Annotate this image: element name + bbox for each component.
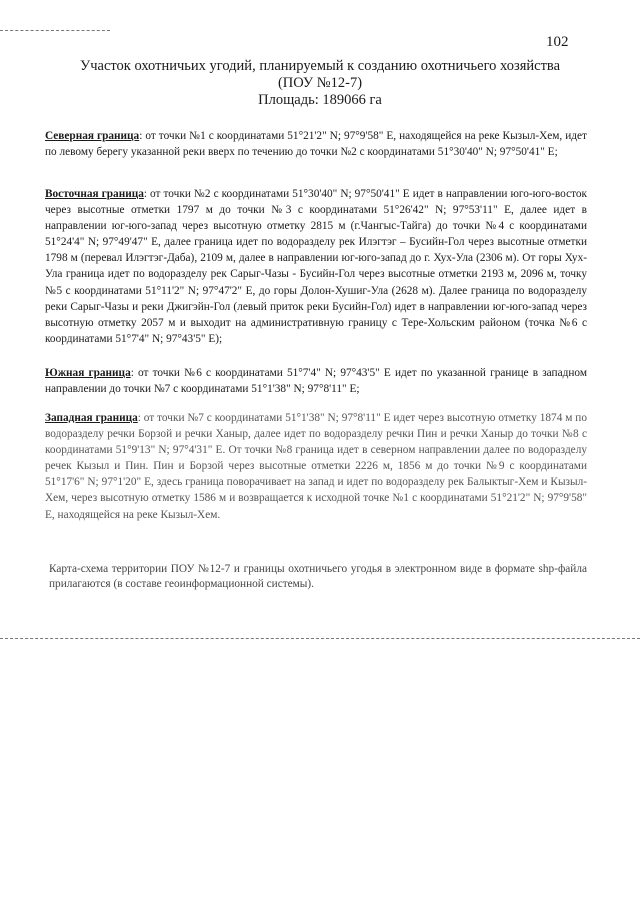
document-title — [40, 58, 600, 109]
north-border-text: : от точки №1 с координатами 51°21'2" N; 97°9'58" E, находящейся на реке Кызыл-Хем, идет по левому берегу указанной реки вверх по течению до точки №2 с координатами 51°30'40" N; 97°50'41" E; — [45, 130, 587, 159]
east-border-heading: Восточная граница — [45, 188, 144, 200]
north-border-section — [45, 128, 587, 160]
east-border-section — [45, 186, 587, 347]
title-line-1: Участок охотничьих угодий, планируемый к созданию охотничьего хозяйства — [79, 58, 561, 74]
scan-artifact-bottom — [0, 638, 640, 639]
west-border-heading: Западная граница — [45, 412, 138, 424]
title-line-3: Площадь: 189066 га — [258, 92, 382, 108]
page-number: 102 — [546, 34, 569, 50]
south-border-text: : от точки №6 с координатами 51°7'4" N; 97°43'5" E идет по указанной границе в западном направлении до точки №7 с координатами 51°1'38" N; 97°8'11" E; — [45, 367, 587, 396]
map-attachment-note: Карта-схема территории ПОУ №12-7 и границы охотничьего угодья в электронном виде в формате shp-файла прилагаются (в составе геоинформационной системы). — [49, 563, 587, 590]
south-border-section — [45, 365, 587, 397]
west-border-text: : от точки №7 с координатами 51°1'38" N; 97°8'11" E идет через высотную отметку 1874 м по водоразделу речки Борзой и речки Ханыр, далее идет по водоразделу речки Пин и речки Ханыр до точки №8 с координатами 51°9'13" N; 97°4'31" E. От точки №8 граница идет в северном направлении далее по водоразделу речек Кызыл и Пин. Пин и Борзой через высотные отметки 2226 м, 1856 м до точки №9 с координатами 51°17'6" N; 97°1'20" E, здесь граница поворачивает на запад и идет по водоразделу рек Балыктыг-Хем и Кызыл-Хем, через высотную отметку 1586 м и возвращается к исходной точке №1 с координатами 51°21'2" N; 97°9'58" E, находящейся на реке Кызыл-Хем. — [45, 412, 587, 521]
east-border-text: : от точки №2 с координатами 51°30'40" N; 97°50'41" E идет в направлении юго-юго-восток через высотные отметки 1797 м до точки №3 с координатами 51°26'42" N; 97°53'11" E, далее идет в направлении юг-юго-запад через высотную отметку 2815 м (г.Чангыс-Тайга) до точки №4 с координатами 51°24'4" N; 97°49'47" E, далее граница идет по водоразделу рек Илэгтэг – Бусийн-Гол через высотные отметки 1798 м (перевал Илэгтэг-Даба), 2109 м, далее в направлении юг-юго-запад до г. Хух-Ула (2306 м). От горы Хух-Ула граница идет по водоразделу рек Сарыг-Чазы - Бусийн-Гол через высотные отметки 2193 м, 2096 м, точку №5 с координатами 51°11'2" N; 97°47'2" E, до горы Долон-Хушиг-Ула (2628 м). Далее граница по водоразделу реки Сарыг-Чазы и реки Джигэйн-Гол (левый приток реки Бусийн-Гол) идет в направлении юг-юго-запад через высотную отметку 2057 м и выходит на административную границу с Тере-Хольским районом (точка №6 с координатами 51°7'4" N; 97°43'5" E); — [45, 188, 588, 345]
north-border-heading: Северная граница — [45, 130, 140, 142]
south-border-heading: Южная граница — [45, 367, 131, 379]
title-line-2: (ПОУ №12-7) — [277, 75, 363, 91]
scan-artifact-top — [0, 30, 110, 31]
west-border-section — [45, 410, 587, 523]
